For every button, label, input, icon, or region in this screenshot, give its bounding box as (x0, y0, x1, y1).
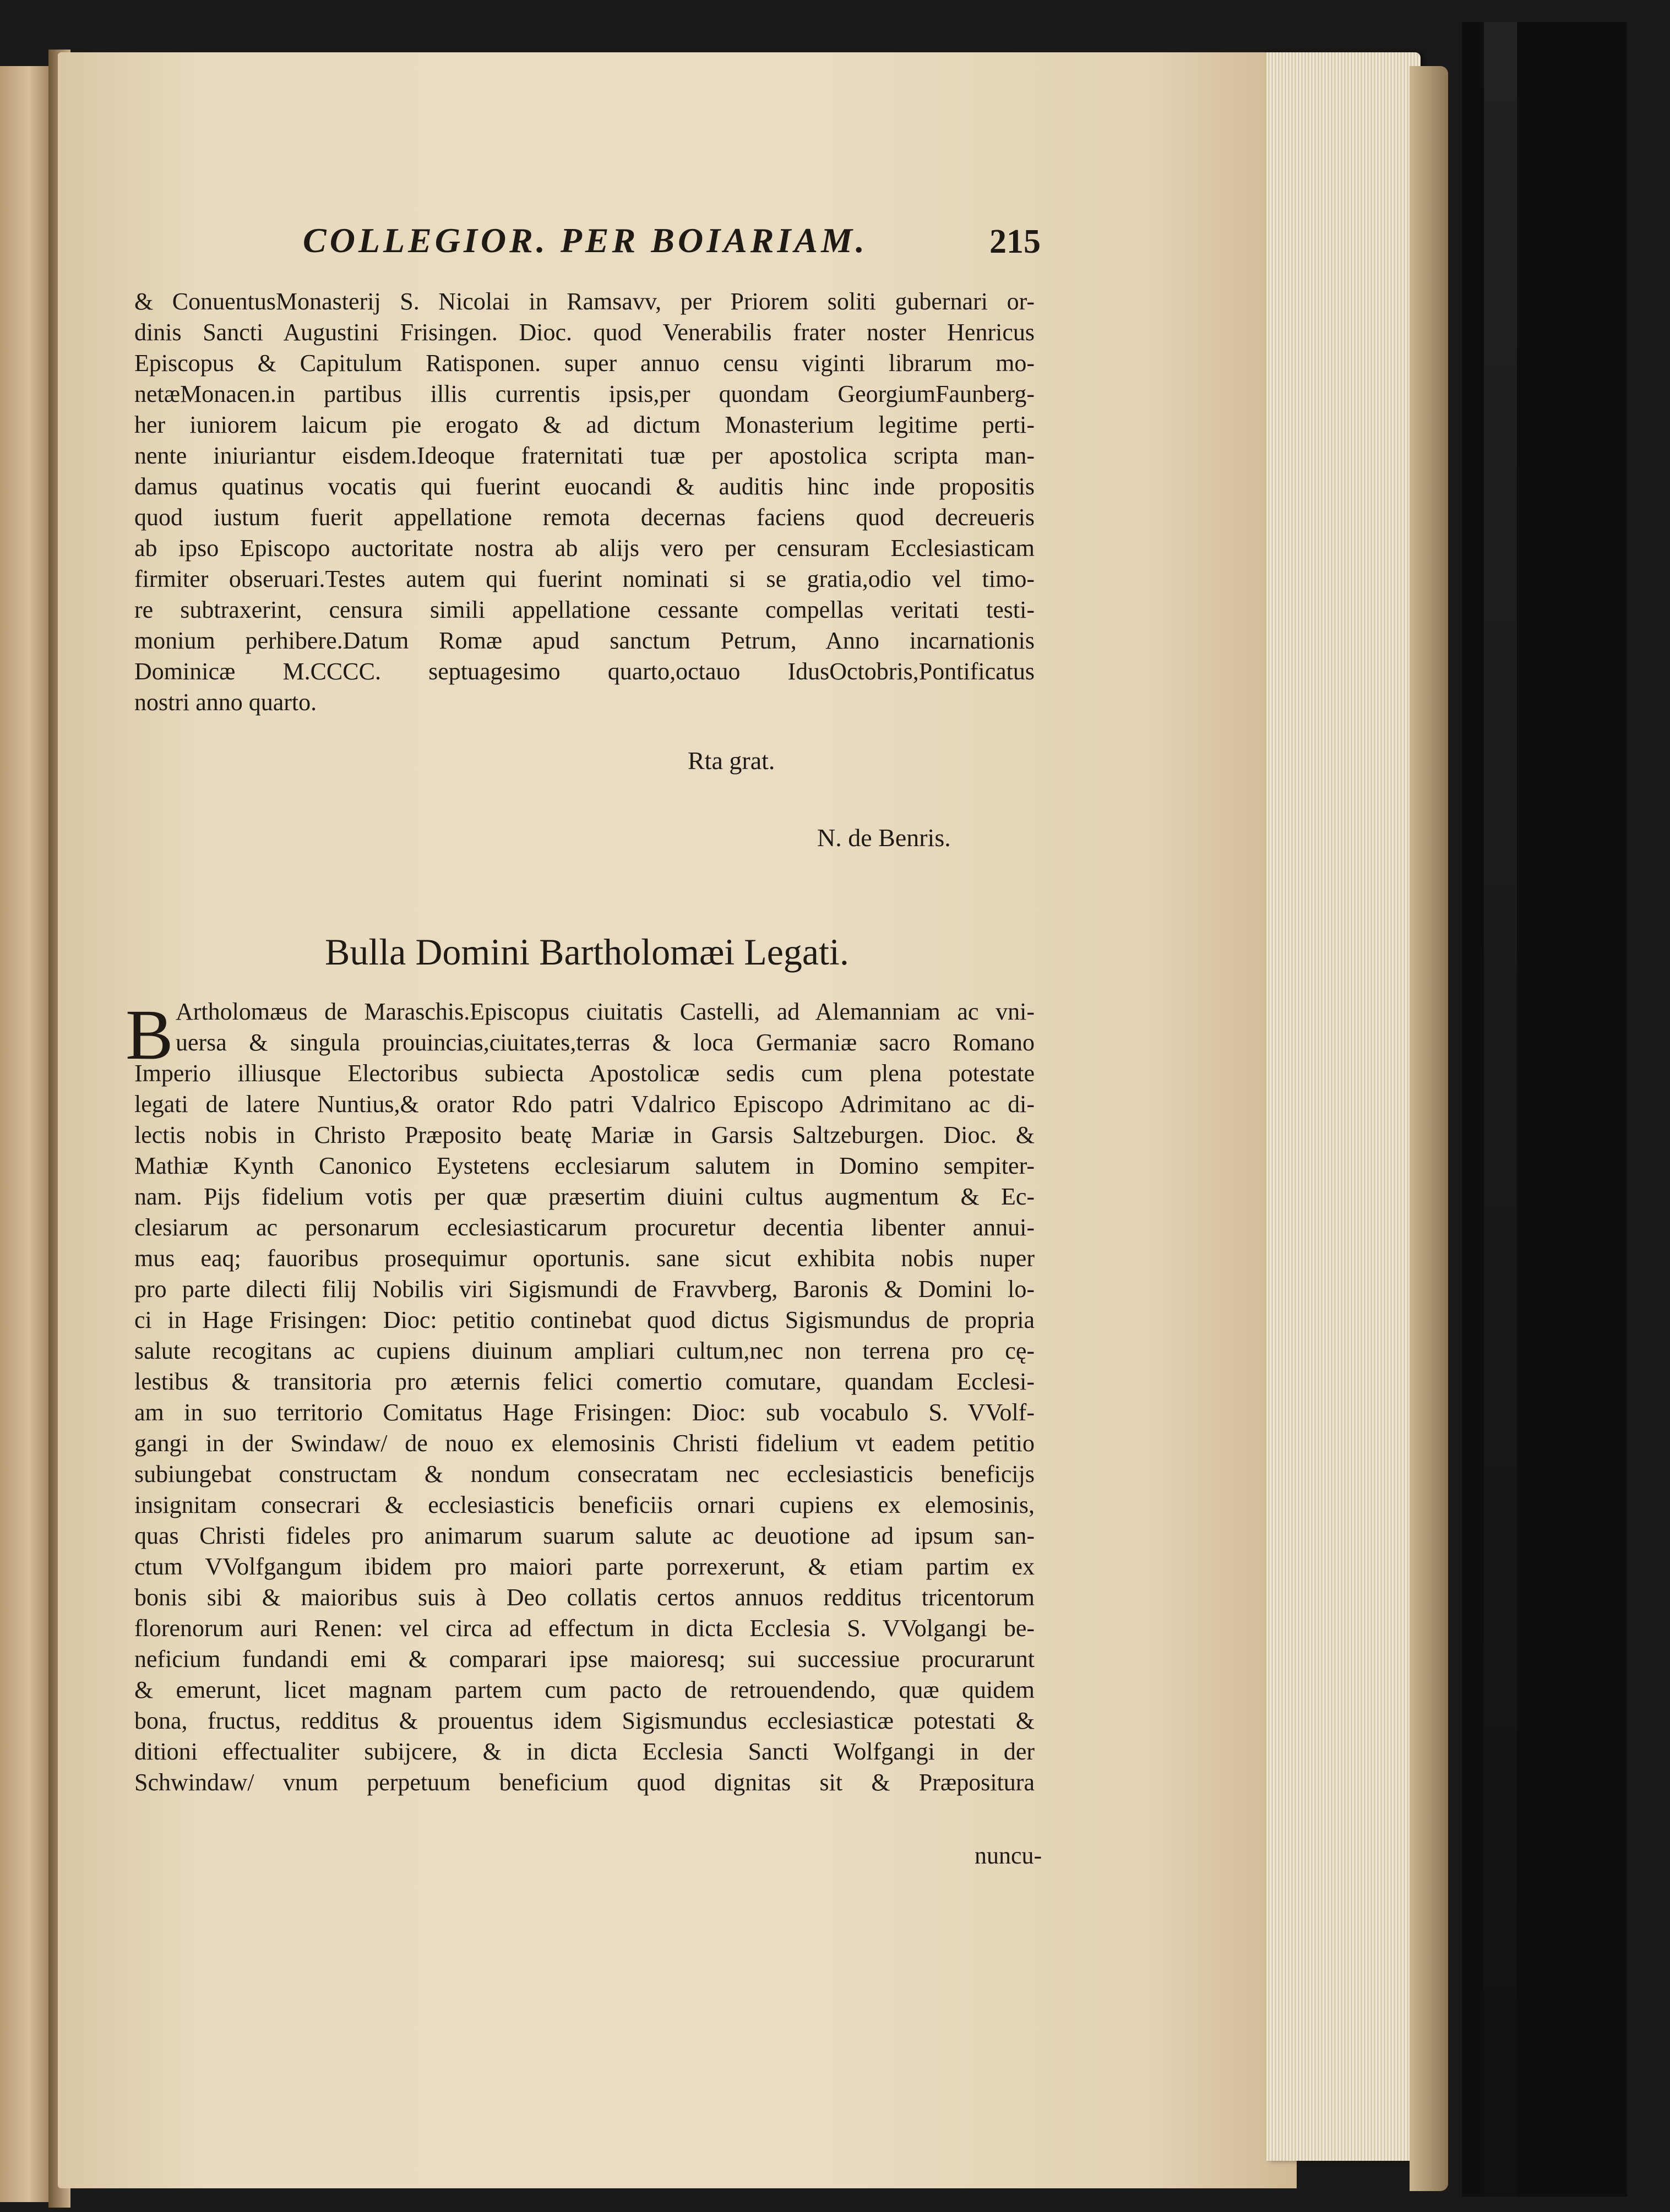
text-line: bona, fructus, redditus & prouentus idem Sigismundus ecclesiasticæ potestati & (134, 1707, 1035, 1734)
text-line: nam. Pijs fidelium votis per quæ præsertim diuini cultus augmentum & Ec- (134, 1183, 1035, 1210)
section-title: Bulla Domini Bartholomæi Legati. (325, 931, 849, 973)
text-line: quod iustum fuerit appellatione remota decernas faciens quod decreueris (134, 504, 1035, 531)
text-line: Imperio illiusque Electoribus subiecta Apostolicæ sedis cum plena potestate (134, 1060, 1035, 1087)
text-line: legati de latere Nuntius,& orator Rdo patri Vdalrico Episcopo Adrimitano ac di- (134, 1091, 1035, 1118)
running-head (303, 220, 1041, 270)
text-line: lectis nobis in Christo Præposito beatę Mariæ in Garsis Saltzeburgen. Dioc. & (134, 1121, 1035, 1148)
text-line: nente iniuriantur eisdem.Ideoque fraternitati tuæ per apostolica scripta man- (134, 442, 1035, 469)
text-line: salute recogitans ac cupiens diuinum ampliari cultum,nec non terrena pro cę- (134, 1337, 1035, 1364)
text-line: Episcopus & Capitulum Ratisponen. super annuo censu viginti librarum mo- (134, 350, 1035, 377)
text-line: ctum VVolfgangum ibidem pro maiori parte porrexerunt, & etiam partim ex (134, 1553, 1035, 1580)
page-number: 215 (989, 223, 1041, 260)
page-edges (1266, 52, 1421, 2161)
background-strip (1462, 22, 1627, 2197)
catchword: nuncu- (975, 1842, 1042, 1869)
text-line: Schwindaw/ vnum perpetuum beneficium quod dignitas sit & Præpositura (134, 1769, 1035, 1796)
book-cover-edge (1410, 66, 1448, 2191)
text-line: Dominicæ M.CCCC. septuagesimo quarto,octauo IdusOctobris,Pontificatus (134, 658, 1035, 685)
text-line: insignitam consecrari & ecclesiasticis beneficiis ornari cupiens ex elemosinis, (134, 1491, 1035, 1518)
text-line: ci in Hage Frisingen: Dioc: petitio continebat quod dictus Sigismundus de propria (134, 1306, 1035, 1333)
text-line: dinis Sancti Augustini Frisingen. Dioc. quod Venerabilis frater noster Henricus (134, 319, 1035, 346)
text-line: ab ipso Episcopo auctoritate nostra ab alijs vero per censuram Ecclesiasticam (134, 535, 1035, 562)
text-line: florenorum auri Renen: vel circa ad effectum in dicta Ecclesia S. VVolgangi be- (134, 1615, 1035, 1642)
signature-grat: Rta grat. (688, 747, 775, 775)
text-line: lestibus & transitoria pro æternis felici comertio comutare, quandam Ecclesi- (134, 1368, 1035, 1395)
text-line: & ConuentusMonasterij S. Nicolai in Ramsavv, per Priorem soliti gubernari or- (134, 288, 1035, 315)
text-line: gangi in der Swindaw/ de nouo ex elemosinis Christi fidelium vt eadem petitio (134, 1430, 1035, 1457)
text-line: mus eaq; fauoribus prosequimur oportunis. sane sicut exhibita nobis nuper (134, 1245, 1035, 1272)
text-line: monium perhibere.Datum Romæ apud sanctum Petrum, Anno incarnationis (134, 627, 1035, 654)
text-line: am in suo territorio Comitatus Hage Frisingen: Dioc: sub vocabulo S. VVolf- (134, 1399, 1035, 1426)
drop-cap: B (126, 995, 173, 1075)
text-line: quas Christi fideles pro animarum suarum salute ac deuotione ad ipsum san- (134, 1522, 1035, 1549)
text-line: bonis sibi & maioribus suis à Deo collatis certos annuos redditus tricentorum (134, 1584, 1035, 1611)
text-line: firmiter obseruari.Testes autem qui fuerint nominati si se gratia,odio vel timo- (134, 565, 1035, 592)
text-line: Mathiæ Kynth Canonico Eystetens ecclesiarum salutem in Domino sempiter- (134, 1152, 1035, 1179)
text-line: her iuniorem laicum pie erogato & ad dictum Monasterium legitime perti- (134, 411, 1035, 438)
text-line: Artholomæus de Maraschis.Episcopus ciuitatis Castelli, ad Alemanniam ac vni- (176, 998, 1035, 1025)
signature-benris: N. de Benris. (817, 824, 951, 852)
text-line: clesiarum ac personarum ecclesiasticarum procuretur decentia libenter annui- (134, 1214, 1035, 1241)
text-line: damus quatinus vocatis qui fuerint euocandi & auditis hinc inde propositis (134, 473, 1035, 500)
text-line: neficium fundandi emi & comparari ipse maioresq; sui successiue procurarunt (134, 1646, 1035, 1672)
text-line: netæMonacen.in partibus illis currentis ipsis,per quondam GeorgiumFaunberg- (134, 380, 1035, 407)
text-line: ditioni effectualiter subijcere, & in dicta Ecclesia Sancti Wolfgangi in der (134, 1738, 1035, 1765)
text-line: & emerunt, licet magnam partem cum pacto de retrouendendo, quæ quidem (134, 1676, 1035, 1703)
text-line: uersa & singula prouincias,ciuitates,terras & loca Germaniæ sacro Romano (176, 1029, 1035, 1056)
text-line: re subtraxerint, censura simili appellatione cessante compellas veritati testi- (134, 596, 1035, 623)
running-title: COLLEGIOR. PER BOIARIAM. (303, 221, 868, 260)
text-line: nostri anno quarto. (134, 689, 317, 716)
facing-page-edge (0, 66, 52, 2202)
text-line: subiungebat constructam & nondum consecratam nec ecclesiasticis beneficijs (134, 1461, 1035, 1488)
text-line: pro parte dilecti filij Nobilis viri Sigismundi de Fravvberg, Baronis & Domini lo- (134, 1276, 1035, 1303)
